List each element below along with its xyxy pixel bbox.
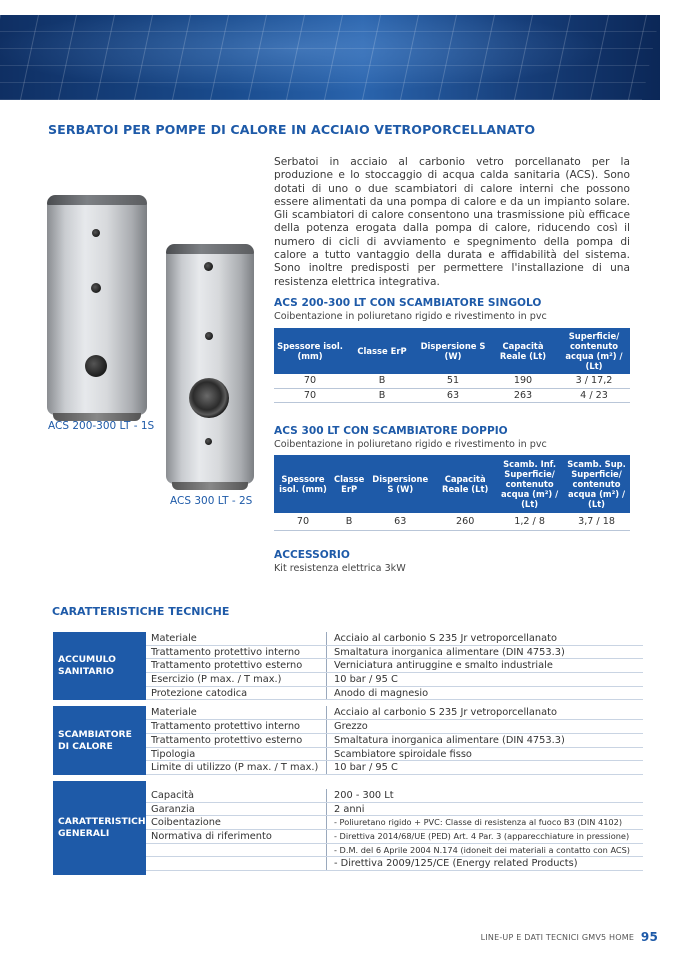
table-row (274, 388, 630, 402)
tech-value: Smaltatura inorganica alimentare (DIN 4753.3) (326, 646, 643, 659)
tank-1s-image (47, 195, 147, 415)
tech-group-label: CARATTERISTICHE GENERALI (53, 781, 146, 875)
tech-row (146, 803, 643, 817)
tech-key: Tipologia (151, 748, 196, 760)
tech-key: Trattamento protettivo esterno (151, 734, 303, 746)
table-cell: 190 (488, 374, 558, 388)
tech-value: 10 bar / 95 C (326, 761, 643, 774)
table1-subtitle: Coibentazione in poliuretano rigido e rivestimento in pvc (274, 311, 547, 322)
tank-port (205, 438, 212, 445)
tech-value: Grezzo (326, 720, 643, 733)
tech-value: - D.M. del 6 Aprile 2004 N.174 (idoneit dei materiali a contatto con ACS) (326, 844, 643, 857)
tech-row (146, 857, 643, 871)
tech-key: Materiale (151, 707, 197, 719)
tech-row (146, 830, 643, 844)
tech-value: 200 - 300 Lt (326, 789, 643, 802)
table-cell: B (346, 388, 418, 402)
description-paragraph: Serbatoi in acciaio al carbonio vetro porcellanato per la produzione e lo stoccaggio di acqua calda sanitaria (ACS). Sono dotati di uno o due scambiatori di calore interni che possono essere alimentati da una pompa di calore e da un impianto solare. Gli scambiatori di calore consentono una trasmissione più efficace della potenza erogata dalla pompa di calore, riducendo così il numero di cicli di avviamento e spegnimento della pompa di calore a tutto vantaggio della durata e affidabilità del sistema. Sono inoltre predisposti per permettere l'installazione di una resistenza elettrica integrativa. (274, 156, 630, 288)
page-number: 95 (640, 930, 658, 944)
tech-key: Trattamento protettivo esterno (151, 660, 303, 672)
table-row (274, 374, 630, 388)
tech-value: Verniciatura antiruggine e smalto industriale (326, 659, 643, 672)
table2-header: Scamb. Sup. Superficie/ contenuto acqua (m²) / (Lt) (563, 455, 630, 513)
table-cell: 4 / 23 (558, 388, 630, 402)
table-cell: B (346, 374, 418, 388)
tank-port (92, 229, 100, 237)
tech-row (146, 844, 643, 858)
table1-header: Capacità Reale (Lt) (488, 328, 558, 374)
tech-row (146, 761, 643, 775)
tech-table (53, 632, 643, 878)
page-title: SERBATOI PER POMPE DI CALORE IN ACCIAIO VETROPORCELLANATO (48, 122, 536, 137)
table1-header: Spessore isol. (mm) (274, 328, 346, 374)
tech-row (146, 816, 643, 830)
tank-2s-label: ACS 300 LT - 2S (170, 495, 253, 507)
tank-2s-image (166, 244, 254, 484)
table2-header: Classe ErP (332, 455, 366, 513)
tank-flange (189, 378, 229, 418)
table-cell: 263 (488, 388, 558, 402)
tank-cap (47, 195, 147, 205)
tech-row (146, 659, 643, 673)
tech-row (146, 789, 643, 803)
tank-port (205, 332, 213, 340)
table-cell: 70 (274, 513, 332, 530)
table-cell: 63 (366, 513, 434, 530)
table-cell: 51 (418, 374, 488, 388)
table1 (274, 328, 630, 403)
table1-header: Dispersione S (W) (418, 328, 488, 374)
tech-value: Smaltatura inorganica alimentare (DIN 4753.3) (326, 734, 643, 747)
table2-subtitle: Coibentazione in poliuretano rigido e rivestimento in pvc (274, 439, 547, 450)
footer-text: LINE-UP E DATI TECNICI GMV5 HOME (480, 933, 635, 942)
tank-cap (166, 244, 254, 254)
tech-value: - Direttiva 2014/68/UE (PED) Art. 4 Par. 3 (apparecchiature in pressione) (326, 830, 643, 843)
table2 (274, 455, 630, 531)
table-cell: 70 (274, 374, 346, 388)
accessory-text: Kit resistenza elettrica 3kW (274, 563, 406, 574)
tech-value: - Poliuretano rigido + PVC: Classe di resistenza al fuoco B3 (DIN 4102) (326, 816, 643, 829)
tech-value: 2 anni (326, 803, 643, 816)
tech-key (146, 857, 326, 870)
tech-row (146, 632, 643, 646)
page-footer (481, 930, 658, 944)
table1-header: Superficie/ contenuto acqua (m²) / (Lt) (558, 328, 630, 374)
tech-row (146, 706, 643, 720)
tech-key (146, 844, 326, 857)
banner-grid (0, 15, 660, 100)
tech-key: Protezione catodica (151, 687, 248, 699)
tech-row (146, 646, 643, 660)
tech-group-label: ACCUMULO SANITARIO (53, 632, 146, 700)
tank-1s-label: ACS 200-300 LT - 1S (48, 420, 155, 432)
tech-key: Esercizio (P max. / T max.) (151, 674, 282, 686)
tech-value: Acciaio al carbonio S 235 Jr vetroporcellanato (326, 706, 643, 719)
tech-value: Scambiatore spiroidale fisso (326, 748, 643, 761)
tech-group-label: SCAMBIATORE DI CALORE (53, 706, 146, 774)
table2-title: ACS 300 LT CON SCAMBIATORE DOPPIO (274, 425, 508, 437)
tank-port (91, 283, 101, 293)
tank-flange-port (85, 355, 107, 377)
table1-header-row (274, 328, 630, 374)
table-cell: 1,2 / 8 (496, 513, 563, 530)
tank-port (204, 262, 213, 271)
tech-row (146, 720, 643, 734)
header-banner (0, 15, 660, 100)
tech-row (146, 687, 643, 701)
tech-key: Materiale (151, 633, 197, 644)
tank-base (172, 482, 248, 490)
tech-key: Coibentazione (151, 817, 221, 829)
tech-title: CARATTERISTICHE TECNICHE (52, 605, 230, 618)
tech-key: Limite di utilizzo (P max. / T max.) (151, 762, 319, 774)
tech-key: Trattamento protettivo interno (151, 721, 301, 733)
tech-key: Capacità (151, 789, 195, 801)
table-cell: 260 (434, 513, 496, 530)
tech-key: Trattamento protettivo interno (151, 646, 301, 658)
tech-value: Acciaio al carbonio S 235 Jr vetroporcellanato (326, 632, 643, 645)
table2-header: Dispersione S (W) (366, 455, 434, 513)
table-cell: 63 (418, 388, 488, 402)
tech-value: Anodo di magnesio (326, 687, 643, 700)
tech-row (146, 673, 643, 687)
table-row (274, 513, 630, 530)
table-cell: B (332, 513, 366, 530)
table2-header: Scamb. Inf. Superficie/ contenuto acqua (m²) / (Lt) (496, 455, 563, 513)
table2-header: Spessore isol. (mm) (274, 455, 332, 513)
table-cell: 70 (274, 388, 346, 402)
table1-header: Classe ErP (346, 328, 418, 374)
tech-value: 10 bar / 95 C (326, 673, 643, 686)
accessory-title: ACCESSORIO (274, 549, 350, 561)
tech-group-scambiatore (53, 706, 643, 774)
table1-title: ACS 200-300 LT CON SCAMBIATORE SINGOLO (274, 297, 542, 309)
table-cell: 3 / 17,2 (558, 374, 630, 388)
table2-header-row (274, 455, 630, 513)
tech-key: Normativa di riferimento (151, 830, 272, 842)
tech-value: - Direttiva 2009/125/CE (Energy related Products) (326, 857, 643, 870)
tech-row (146, 748, 643, 762)
tech-group-generali (53, 781, 643, 875)
tech-key: Garanzia (151, 803, 195, 815)
tech-group-accumulo (53, 632, 643, 700)
table2-header: Capacità Reale (Lt) (434, 455, 496, 513)
table-cell: 3,7 / 18 (563, 513, 630, 530)
tech-row (146, 734, 643, 748)
